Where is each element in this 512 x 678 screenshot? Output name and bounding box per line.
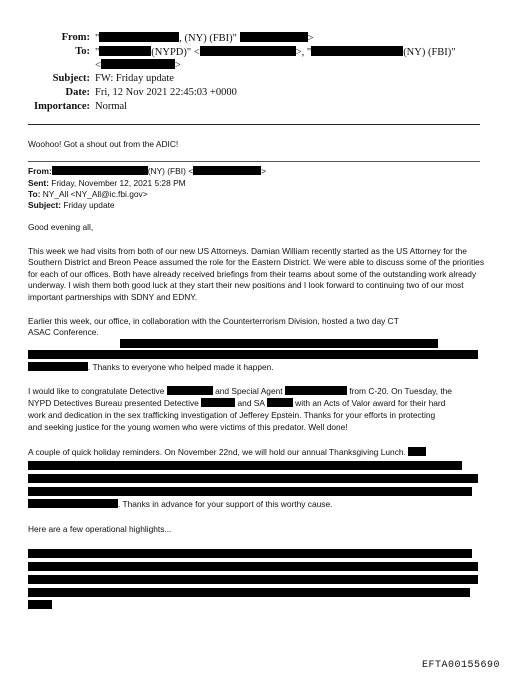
forwarded-sent-label: Sent: [28,178,49,188]
redaction [101,59,175,69]
redaction [99,32,179,42]
forwarded-sent [28,178,186,189]
header-subject-label: Subject: [52,73,90,84]
redaction [28,575,478,584]
forwarded-sent-value: Friday, November 12, 2021 5:28 PM [51,178,186,188]
header-to-label: To: [75,46,90,57]
award-text-c: from C-20. On Tuesday, the [349,386,452,396]
redaction [200,46,296,56]
redaction [28,487,472,496]
header-subject-value: FW: Friday update [95,73,174,84]
header-from-org: , (NY) (FBI)" [179,33,237,44]
header-from-close: > [307,33,314,44]
header-importance-label: Importance: [34,101,90,112]
paragraph-ct-conference-end [28,362,274,373]
header-date-label: Date: [65,87,90,98]
header-to-line2 [95,59,181,71]
paragraph-ct-conference: Earlier this week, our office, in collaboration with the Counterterrorism Division, hosted a two day CT ASAC Conference. [28,316,399,338]
forwarded-from-value: (NY) (FBI) < [147,166,194,176]
header-divider [28,124,480,125]
holiday-text: A couple of quick holiday reminders. On November 22nd, we will hold our annual Thanksgiving Lunch. [28,447,406,457]
redaction [201,398,235,407]
header-from-quote: " [95,33,100,44]
award-text-d: NYPD Detectives Bureau presented Detective [28,398,199,408]
redaction [408,447,426,456]
ct-conference-thanks: . Thanks to everyone who helped made it happen. [88,362,274,372]
award-text-b: and Special Agent [215,386,283,396]
redaction [167,386,213,395]
redaction [267,398,293,407]
redaction [28,562,478,571]
header-to-close: > [174,60,181,71]
header-to-quote: " [95,47,100,58]
forwarded-to-value: NY_All <NY_All@ic.fbi.gov> [42,189,148,199]
paragraph-operational: Here are a few operational highlights... [28,524,172,534]
forwarded-to-label: To: [28,189,41,199]
award-text-a: I would like to congratulate Detective [28,386,165,396]
greeting: Good evening all, [28,222,94,232]
award-text-e: and SA [237,398,265,408]
header-to-nypd: (NYPD)" < [151,47,200,58]
header-to-sep: >, " [295,47,312,58]
holiday-thanks: . Thanks in advance for your support of this worthy cause. [118,499,333,509]
redaction [28,350,478,359]
paragraph-award-line2 [28,398,445,409]
forwarded-subject-value: Friday update [63,200,115,210]
paragraph-holiday-end [28,499,332,510]
header-to-fbi: (NY) (FBI)" [403,47,456,58]
header-importance-value: Normal [95,101,128,112]
paragraph-award-line1 [28,386,452,397]
redaction [28,474,478,483]
forwarded-from-label: From: [28,166,52,176]
header-from-label: From: [61,32,90,43]
forwarded-from-close: > [261,166,267,176]
paragraph-award-line4: and seeking justice for the young women who were victims of this predator. Well done! [28,422,348,432]
redaction [52,166,148,175]
redaction [28,461,462,470]
forwarded-to [28,189,148,200]
paragraph-award-line3: work and dedication in the sex trafficking investigation of Jefferey Epstein. Thanks for your efforts in protecting [28,410,436,420]
header-to-value [95,46,456,58]
redaction [120,339,438,348]
header-from-value [95,32,314,44]
redaction [99,46,151,56]
forward-divider [28,161,480,162]
redaction [28,362,88,371]
redaction [28,588,470,597]
award-text-f: with an Acts of Valor award for their hard [295,398,446,408]
redaction [193,166,261,175]
redaction [28,600,52,609]
forwarded-from [28,166,266,177]
forwarded-subject-label: Subject: [28,200,62,210]
header-date-value: Fri, 12 Nov 2021 22:45:03 +0000 [95,87,237,98]
redaction [311,46,403,56]
intro-line: Woohoo! Got a shout out from the ADIC! [28,139,179,149]
redaction [28,549,472,558]
header-to-open: < [95,60,101,71]
paragraph-us-attorneys: This week we had visits from both of our new US Attorneys. Damian William recently started as the US Attorney for the Southern District and Breon Peace assumed the role for the Eastern District. We were able to discuss some of the priorities for each of our offices. Both have already received briefings from their teams about some of the outstanding work already underway. I wish them both good luck at they start their new positions and I look forward to continuing two of our most important partnerships with SDNY and EDNY. [28,246,485,302]
paragraph-holiday [28,447,426,458]
forwarded-subject [28,200,115,211]
redaction [285,386,347,395]
redaction [28,499,118,508]
redaction [240,32,308,42]
document-id: EFTA00155690 [421,660,500,671]
